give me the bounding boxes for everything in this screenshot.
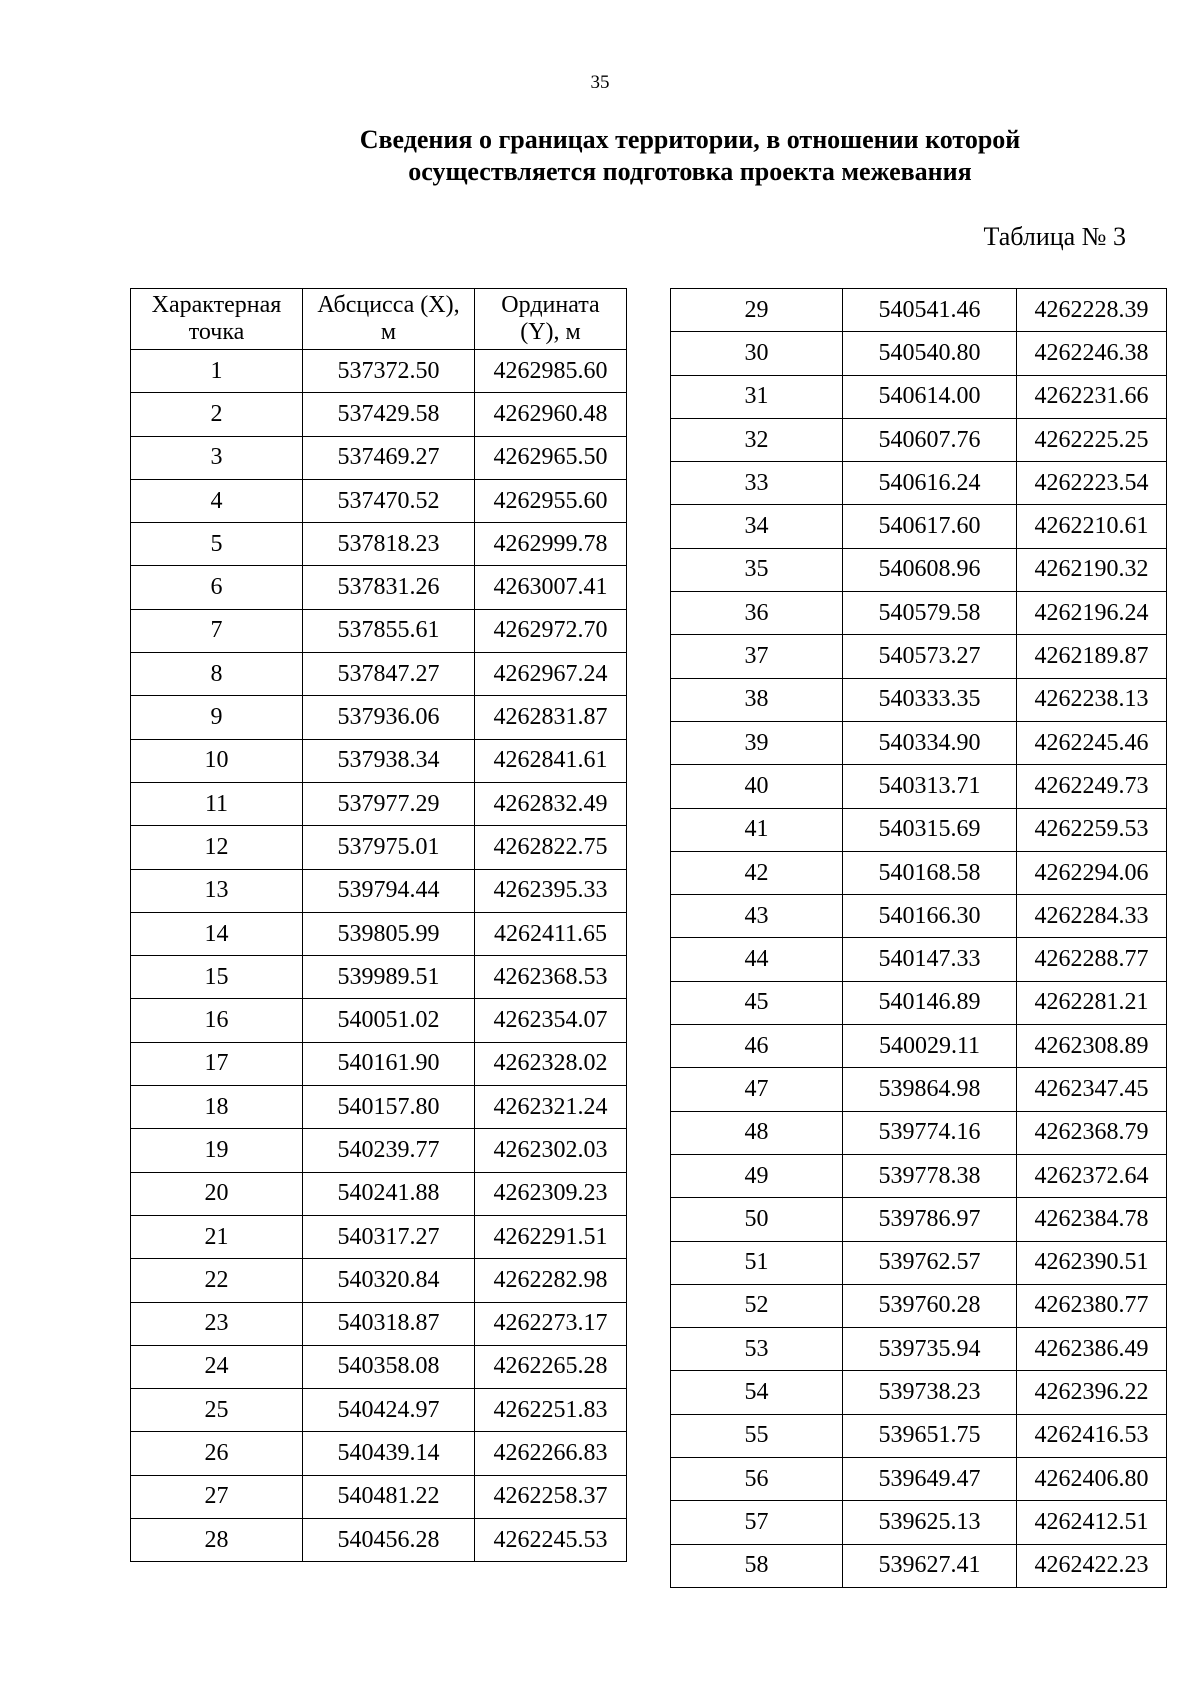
cell-x: 540241.88 [303, 1172, 475, 1215]
cell-point: 45 [671, 981, 843, 1024]
cell-x: 537936.06 [303, 696, 475, 739]
table-row [131, 956, 627, 999]
cell-y: 4262228.39 [1017, 289, 1167, 332]
cell-x: 540029.11 [843, 1025, 1017, 1068]
table-row [671, 1025, 1167, 1068]
cell-x: 539805.99 [303, 912, 475, 955]
cell-x: 540147.33 [843, 938, 1017, 981]
cell-x: 540579.58 [843, 592, 1017, 635]
cell-point: 18 [131, 1086, 303, 1129]
cell-point: 8 [131, 653, 303, 696]
table-row [671, 721, 1167, 764]
cell-x: 540614.00 [843, 375, 1017, 418]
cell-point: 30 [671, 332, 843, 375]
cell-y: 4262328.02 [475, 1042, 627, 1085]
cell-x: 540051.02 [303, 999, 475, 1042]
header-point [131, 289, 303, 350]
coordinates-table-right [670, 288, 1167, 1588]
cell-x: 540168.58 [843, 851, 1017, 894]
cell-point: 54 [671, 1371, 843, 1414]
title-line-1: Сведения о границах территории, в отношении которой [359, 125, 1021, 154]
cell-x: 539786.97 [843, 1198, 1017, 1241]
cell-y: 4262368.79 [1017, 1111, 1167, 1154]
cell-point: 31 [671, 375, 843, 418]
document-title [310, 124, 1070, 188]
header-x-line-1: Абсцисса (X), [317, 292, 460, 318]
cell-x: 539762.57 [843, 1241, 1017, 1284]
cell-point: 33 [671, 462, 843, 505]
cell-x: 537831.26 [303, 566, 475, 609]
cell-x: 540334.90 [843, 721, 1017, 764]
cell-x: 539625.13 [843, 1501, 1017, 1544]
table-row [671, 851, 1167, 894]
cell-y: 4262832.49 [475, 782, 627, 825]
table-row [131, 912, 627, 955]
cell-x: 537977.29 [303, 782, 475, 825]
cell-point: 2 [131, 393, 303, 436]
cell-y: 4262249.73 [1017, 765, 1167, 808]
cell-y: 4262985.60 [475, 350, 627, 393]
cell-point: 56 [671, 1458, 843, 1501]
cell-point: 38 [671, 678, 843, 721]
table-row [131, 1519, 627, 1562]
cell-y: 4262246.38 [1017, 332, 1167, 375]
cell-x: 540424.97 [303, 1389, 475, 1432]
table-row [131, 609, 627, 652]
table-row [671, 1544, 1167, 1587]
cell-point: 9 [131, 696, 303, 739]
cell-point: 23 [131, 1302, 303, 1345]
cell-y: 4262266.83 [475, 1432, 627, 1475]
cell-y: 4262210.61 [1017, 505, 1167, 548]
cell-y: 4262321.24 [475, 1086, 627, 1129]
cell-point: 28 [131, 1519, 303, 1562]
table-row [131, 1345, 627, 1388]
cell-point: 42 [671, 851, 843, 894]
table-row [131, 1389, 627, 1432]
cell-y: 4262422.23 [1017, 1544, 1167, 1587]
table-row [671, 938, 1167, 981]
cell-x: 540541.46 [843, 289, 1017, 332]
cell-x: 539778.38 [843, 1154, 1017, 1197]
table-row [131, 782, 627, 825]
table-row [671, 808, 1167, 851]
table-row [131, 653, 627, 696]
cell-x: 537855.61 [303, 609, 475, 652]
cell-y: 4262294.06 [1017, 851, 1167, 894]
table-row [671, 1328, 1167, 1371]
cell-point: 50 [671, 1198, 843, 1241]
cell-x: 540317.27 [303, 1215, 475, 1258]
header-point-line-2: точка [188, 319, 245, 345]
cell-y: 4262396.22 [1017, 1371, 1167, 1414]
cell-y: 4262225.25 [1017, 418, 1167, 461]
cell-x: 537429.58 [303, 393, 475, 436]
cell-y: 4262196.24 [1017, 592, 1167, 635]
cell-y: 4262380.77 [1017, 1284, 1167, 1327]
cell-x: 540313.71 [843, 765, 1017, 808]
table-header-row [131, 289, 627, 350]
table-row [131, 869, 627, 912]
table-caption: Таблица № 3 [983, 222, 1126, 251]
cell-y: 4262282.98 [475, 1259, 627, 1302]
cell-point: 36 [671, 592, 843, 635]
cell-y: 4262411.65 [475, 912, 627, 955]
cell-y: 4262284.33 [1017, 895, 1167, 938]
cell-point: 3 [131, 436, 303, 479]
cell-x: 537975.01 [303, 826, 475, 869]
cell-y: 4262347.45 [1017, 1068, 1167, 1111]
cell-y: 4262960.48 [475, 393, 627, 436]
cell-point: 44 [671, 938, 843, 981]
cell-x: 537818.23 [303, 523, 475, 566]
cell-y: 4262822.75 [475, 826, 627, 869]
table-row [671, 1198, 1167, 1241]
cell-y: 4262972.70 [475, 609, 627, 652]
table-row [131, 1086, 627, 1129]
cell-y: 4262965.50 [475, 436, 627, 479]
cell-y: 4262281.21 [1017, 981, 1167, 1024]
cell-x: 539794.44 [303, 869, 475, 912]
header-y-line-2: (Y), м [520, 319, 581, 345]
table-row [131, 826, 627, 869]
table-row [671, 548, 1167, 591]
cell-x: 540318.87 [303, 1302, 475, 1345]
cell-x: 539738.23 [843, 1371, 1017, 1414]
table-row [131, 1475, 627, 1518]
cell-x: 540456.28 [303, 1519, 475, 1562]
table-row [131, 1129, 627, 1172]
cell-y: 4262416.53 [1017, 1414, 1167, 1457]
cell-x: 539627.41 [843, 1544, 1017, 1587]
cell-point: 1 [131, 350, 303, 393]
table-body-right [671, 289, 1167, 1588]
cell-y: 4262189.87 [1017, 635, 1167, 678]
cell-y: 4262384.78 [1017, 1198, 1167, 1241]
table-row [671, 592, 1167, 635]
cell-y: 4262412.51 [1017, 1501, 1167, 1544]
table-row [671, 895, 1167, 938]
header-y [475, 289, 627, 350]
cell-y: 4262291.51 [475, 1215, 627, 1258]
cell-point: 43 [671, 895, 843, 938]
cell-point: 10 [131, 739, 303, 782]
cell-point: 19 [131, 1129, 303, 1172]
cell-y: 4262841.61 [475, 739, 627, 782]
table-row [131, 566, 627, 609]
cell-point: 22 [131, 1259, 303, 1302]
coordinates-table-left [130, 288, 627, 1562]
cell-y: 4262259.53 [1017, 808, 1167, 851]
table-row [131, 1172, 627, 1215]
cell-y: 4262273.17 [475, 1302, 627, 1345]
cell-point: 16 [131, 999, 303, 1042]
table-row [131, 436, 627, 479]
cell-y: 4262967.24 [475, 653, 627, 696]
cell-y: 4262238.13 [1017, 678, 1167, 721]
table-row [131, 739, 627, 782]
cell-y: 4262309.23 [475, 1172, 627, 1215]
cell-point: 47 [671, 1068, 843, 1111]
cell-y: 4262390.51 [1017, 1241, 1167, 1284]
cell-point: 48 [671, 1111, 843, 1154]
table-row [671, 1284, 1167, 1327]
table-row [671, 332, 1167, 375]
cell-y: 4262288.77 [1017, 938, 1167, 981]
cell-y: 4262372.64 [1017, 1154, 1167, 1197]
table-row [671, 1111, 1167, 1154]
cell-x: 540315.69 [843, 808, 1017, 851]
cell-point: 21 [131, 1215, 303, 1258]
cell-y: 4262258.37 [475, 1475, 627, 1518]
cell-y: 4262368.53 [475, 956, 627, 999]
table-row [131, 393, 627, 436]
table-row [131, 523, 627, 566]
cell-x: 540157.80 [303, 1086, 475, 1129]
cell-x: 540617.60 [843, 505, 1017, 548]
cell-y: 4262245.53 [475, 1519, 627, 1562]
cell-point: 41 [671, 808, 843, 851]
table-row [671, 1458, 1167, 1501]
cell-x: 537847.27 [303, 653, 475, 696]
cell-x: 540146.89 [843, 981, 1017, 1024]
cell-point: 52 [671, 1284, 843, 1327]
table-row [671, 1414, 1167, 1457]
cell-x: 539774.16 [843, 1111, 1017, 1154]
table-body-left [131, 350, 627, 1562]
cell-x: 540608.96 [843, 548, 1017, 591]
cell-x: 540239.77 [303, 1129, 475, 1172]
table-row [671, 1241, 1167, 1284]
cell-point: 58 [671, 1544, 843, 1587]
cell-point: 40 [671, 765, 843, 808]
table-row [131, 1302, 627, 1345]
table-row [131, 479, 627, 522]
cell-point: 57 [671, 1501, 843, 1544]
cell-point: 15 [131, 956, 303, 999]
table-row [671, 289, 1167, 332]
cell-x: 539735.94 [843, 1328, 1017, 1371]
cell-point: 27 [131, 1475, 303, 1518]
cell-x: 540358.08 [303, 1345, 475, 1388]
table-row [671, 678, 1167, 721]
title-line-2: осуществляется подготовка проекта межевания [408, 157, 972, 186]
cell-point: 12 [131, 826, 303, 869]
cell-point: 5 [131, 523, 303, 566]
cell-point: 37 [671, 635, 843, 678]
cell-y: 4263007.41 [475, 566, 627, 609]
cell-y: 4262265.28 [475, 1345, 627, 1388]
cell-y: 4262308.89 [1017, 1025, 1167, 1068]
table-row [671, 765, 1167, 808]
cell-x: 537469.27 [303, 436, 475, 479]
table-row [671, 1501, 1167, 1544]
cell-point: 24 [131, 1345, 303, 1388]
cell-x: 539649.47 [843, 1458, 1017, 1501]
cell-y: 4262831.87 [475, 696, 627, 739]
cell-point: 46 [671, 1025, 843, 1068]
cell-point: 53 [671, 1328, 843, 1371]
table-row [671, 375, 1167, 418]
cell-point: 35 [671, 548, 843, 591]
cell-x: 540333.35 [843, 678, 1017, 721]
cell-x: 540439.14 [303, 1432, 475, 1475]
cell-y: 4262231.66 [1017, 375, 1167, 418]
cell-y: 4262223.54 [1017, 462, 1167, 505]
cell-point: 4 [131, 479, 303, 522]
table-row [131, 350, 627, 393]
cell-x: 539651.75 [843, 1414, 1017, 1457]
cell-point: 25 [131, 1389, 303, 1432]
cell-x: 540607.76 [843, 418, 1017, 461]
cell-x: 539760.28 [843, 1284, 1017, 1327]
table-row [671, 505, 1167, 548]
table-row [671, 418, 1167, 461]
cell-point: 14 [131, 912, 303, 955]
cell-point: 26 [131, 1432, 303, 1475]
header-x-line-2: м [380, 319, 397, 345]
cell-x: 537470.52 [303, 479, 475, 522]
header-y-line-1: Ордината [501, 292, 600, 318]
table-row [131, 1259, 627, 1302]
cell-point: 13 [131, 869, 303, 912]
cell-y: 4262354.07 [475, 999, 627, 1042]
cell-x: 540161.90 [303, 1042, 475, 1085]
cell-x: 539989.51 [303, 956, 475, 999]
cell-point: 34 [671, 505, 843, 548]
cell-x: 540320.84 [303, 1259, 475, 1302]
cell-x: 540166.30 [843, 895, 1017, 938]
table-row [671, 1068, 1167, 1111]
cell-x: 540573.27 [843, 635, 1017, 678]
header-x [303, 289, 475, 350]
cell-y: 4262251.83 [475, 1389, 627, 1432]
cell-point: 49 [671, 1154, 843, 1197]
header-point-line-1: Характерная [151, 292, 282, 318]
table-row [671, 1154, 1167, 1197]
table-row [131, 999, 627, 1042]
table-row [671, 635, 1167, 678]
cell-y: 4262245.46 [1017, 721, 1167, 764]
cell-x: 540481.22 [303, 1475, 475, 1518]
cell-y: 4262386.49 [1017, 1328, 1167, 1371]
cell-point: 29 [671, 289, 843, 332]
cell-point: 20 [131, 1172, 303, 1215]
table-row [671, 462, 1167, 505]
cell-point: 7 [131, 609, 303, 652]
cell-x: 537372.50 [303, 350, 475, 393]
cell-x: 540540.80 [843, 332, 1017, 375]
cell-x: 537938.34 [303, 739, 475, 782]
cell-y: 4262406.80 [1017, 1458, 1167, 1501]
cell-x: 540616.24 [843, 462, 1017, 505]
cell-y: 4262955.60 [475, 479, 627, 522]
table-row [671, 1371, 1167, 1414]
cell-y: 4262999.78 [475, 523, 627, 566]
table-row [131, 696, 627, 739]
cell-point: 55 [671, 1414, 843, 1457]
cell-point: 17 [131, 1042, 303, 1085]
cell-point: 6 [131, 566, 303, 609]
cell-point: 32 [671, 418, 843, 461]
cell-y: 4262302.03 [475, 1129, 627, 1172]
cell-point: 39 [671, 721, 843, 764]
cell-x: 539864.98 [843, 1068, 1017, 1111]
table-row [671, 981, 1167, 1024]
cell-point: 51 [671, 1241, 843, 1284]
page-number: 35 [590, 72, 610, 93]
table-row [131, 1215, 627, 1258]
cell-y: 4262395.33 [475, 869, 627, 912]
cell-point: 11 [131, 782, 303, 825]
table-row [131, 1042, 627, 1085]
table-row [131, 1432, 627, 1475]
cell-y: 4262190.32 [1017, 548, 1167, 591]
